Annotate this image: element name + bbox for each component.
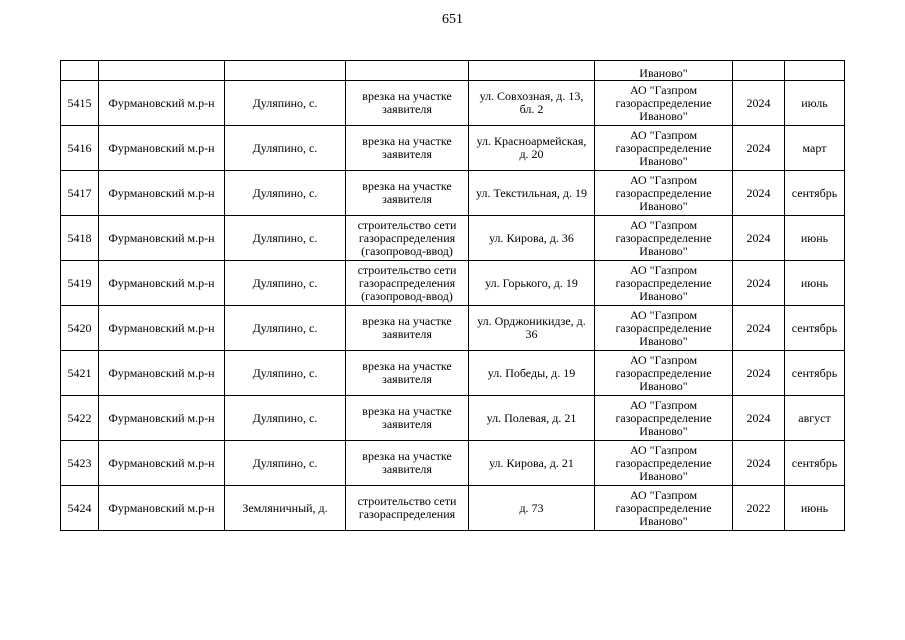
table-row bbox=[61, 306, 845, 351]
cell-num: 5417 bbox=[61, 171, 99, 216]
cell-settlement: Дуляпино, с. bbox=[225, 396, 346, 441]
cell-year: 2024 bbox=[733, 396, 785, 441]
cell-org: АО "Газпром газораспределение Иваново" bbox=[595, 441, 733, 486]
cell-year: 2024 bbox=[733, 216, 785, 261]
cell-settlement: Земляничный, д. bbox=[225, 486, 346, 531]
cell-month: сентябрь bbox=[785, 171, 845, 216]
cell-address: ул. Орджоникидзе, д. 36 bbox=[469, 306, 595, 351]
cell-org: АО "Газпром газораспределение Иваново" bbox=[595, 261, 733, 306]
cell-year: 2022 bbox=[733, 486, 785, 531]
cell-settlement: Дуляпино, с. bbox=[225, 441, 346, 486]
cell-year: 2024 bbox=[733, 261, 785, 306]
cell-settlement: Дуляпино, с. bbox=[225, 171, 346, 216]
cell-month: июнь bbox=[785, 486, 845, 531]
cell-settlement: Дуляпино, с. bbox=[225, 351, 346, 396]
cell-district: Фурмановский м.р-н bbox=[99, 171, 225, 216]
cell-address bbox=[469, 61, 595, 81]
cell-num: 5416 bbox=[61, 126, 99, 171]
cell-district: Фурмановский м.р-н bbox=[99, 261, 225, 306]
cell-num: 5420 bbox=[61, 306, 99, 351]
cell-address: ул. Совхозная, д. 13, бл. 2 bbox=[469, 81, 595, 126]
cell-month: март bbox=[785, 126, 845, 171]
cell-settlement: Дуляпино, с. bbox=[225, 81, 346, 126]
cell-address: ул. Кирова, д. 36 bbox=[469, 216, 595, 261]
table-row bbox=[61, 486, 845, 531]
cell-org: АО "Газпром газораспределение Иваново" bbox=[595, 216, 733, 261]
cell-settlement: Дуляпино, с. bbox=[225, 261, 346, 306]
cell-district: Фурмановский м.р-н bbox=[99, 81, 225, 126]
cell-num: 5418 bbox=[61, 216, 99, 261]
cell-org: АО "Газпром газораспределение Иваново" bbox=[595, 396, 733, 441]
cell-org: АО "Газпром газораспределение Иваново" bbox=[595, 171, 733, 216]
cell-work-type: врезка на участке заявителя bbox=[346, 351, 469, 396]
page-number: 651 bbox=[442, 12, 463, 27]
cell-settlement bbox=[225, 61, 346, 81]
cell-work-type: строительство сети газораспределения (газопровод-ввод) bbox=[346, 216, 469, 261]
cell-settlement: Дуляпино, с. bbox=[225, 216, 346, 261]
cell-month bbox=[785, 61, 845, 81]
cell-address: ул. Победы, д. 19 bbox=[469, 351, 595, 396]
cell-district: Фурмановский м.р-н bbox=[99, 441, 225, 486]
table-row-continued bbox=[61, 61, 845, 81]
cell-address: д. 73 bbox=[469, 486, 595, 531]
cell-month: сентябрь bbox=[785, 306, 845, 351]
cell-month: июнь bbox=[785, 216, 845, 261]
cell-work-type: врезка на участке заявителя bbox=[346, 126, 469, 171]
cell-org: АО "Газпром газораспределение Иваново" bbox=[595, 306, 733, 351]
table-row bbox=[61, 396, 845, 441]
cell-work-type: врезка на участке заявителя bbox=[346, 306, 469, 351]
cell-month: июнь bbox=[785, 261, 845, 306]
cell-month: август bbox=[785, 396, 845, 441]
cell-work-type: строительство сети газораспределения (газопровод-ввод) bbox=[346, 261, 469, 306]
cell-num: 5422 bbox=[61, 396, 99, 441]
cell-num: 5415 bbox=[61, 81, 99, 126]
cell-org: АО "Газпром газораспределение Иваново" bbox=[595, 126, 733, 171]
table-row bbox=[61, 441, 845, 486]
cell-year: 2024 bbox=[733, 351, 785, 396]
cell-settlement: Дуляпино, с. bbox=[225, 126, 346, 171]
cell-year bbox=[733, 61, 785, 81]
cell-org: АО "Газпром газораспределение Иваново" bbox=[595, 351, 733, 396]
cell-num: 5423 bbox=[61, 441, 99, 486]
table-row bbox=[61, 216, 845, 261]
cell-work-type: врезка на участке заявителя bbox=[346, 441, 469, 486]
cell-district: Фурмановский м.р-н bbox=[99, 126, 225, 171]
cell-year: 2024 bbox=[733, 126, 785, 171]
cell-year: 2024 bbox=[733, 171, 785, 216]
cell-month: сентябрь bbox=[785, 441, 845, 486]
cell-work-type bbox=[346, 61, 469, 81]
cell-year: 2024 bbox=[733, 441, 785, 486]
cell-district: Фурмановский м.р-н bbox=[99, 486, 225, 531]
cell-work-type: строительство сети газораспределения bbox=[346, 486, 469, 531]
table-row bbox=[61, 171, 845, 216]
cell-org: АО "Газпром газораспределение Иваново" bbox=[595, 486, 733, 531]
cell-month: июль bbox=[785, 81, 845, 126]
cell-num bbox=[61, 61, 99, 81]
cell-year: 2024 bbox=[733, 306, 785, 351]
cell-address: ул. Горького, д. 19 bbox=[469, 261, 595, 306]
table-row bbox=[61, 261, 845, 306]
table-row bbox=[61, 81, 845, 126]
cell-num: 5419 bbox=[61, 261, 99, 306]
cell-district: Фурмановский м.р-н bbox=[99, 216, 225, 261]
cell-num: 5421 bbox=[61, 351, 99, 396]
table-row bbox=[61, 126, 845, 171]
cell-district: Фурмановский м.р-н bbox=[99, 306, 225, 351]
cell-year: 2024 bbox=[733, 81, 785, 126]
cell-work-type: врезка на участке заявителя bbox=[346, 396, 469, 441]
cell-address: ул. Красноармейская, д. 20 bbox=[469, 126, 595, 171]
table-body bbox=[61, 61, 845, 531]
cell-address: ул. Полевая, д. 21 bbox=[469, 396, 595, 441]
cell-work-type: врезка на участке заявителя bbox=[346, 171, 469, 216]
cell-work-type: врезка на участке заявителя bbox=[346, 81, 469, 126]
cell-district bbox=[99, 61, 225, 81]
cell-district: Фурмановский м.р-н bbox=[99, 396, 225, 441]
cell-settlement: Дуляпино, с. bbox=[225, 306, 346, 351]
cell-district: Фурмановский м.р-н bbox=[99, 351, 225, 396]
cell-month: сентябрь bbox=[785, 351, 845, 396]
cell-org: Иваново" bbox=[595, 61, 733, 81]
cell-address: ул. Кирова, д. 21 bbox=[469, 441, 595, 486]
cell-num: 5424 bbox=[61, 486, 99, 531]
cell-address: ул. Текстильная, д. 19 bbox=[469, 171, 595, 216]
gas-works-table bbox=[60, 60, 845, 531]
cell-org: АО "Газпром газораспределение Иваново" bbox=[595, 81, 733, 126]
table-row bbox=[61, 351, 845, 396]
